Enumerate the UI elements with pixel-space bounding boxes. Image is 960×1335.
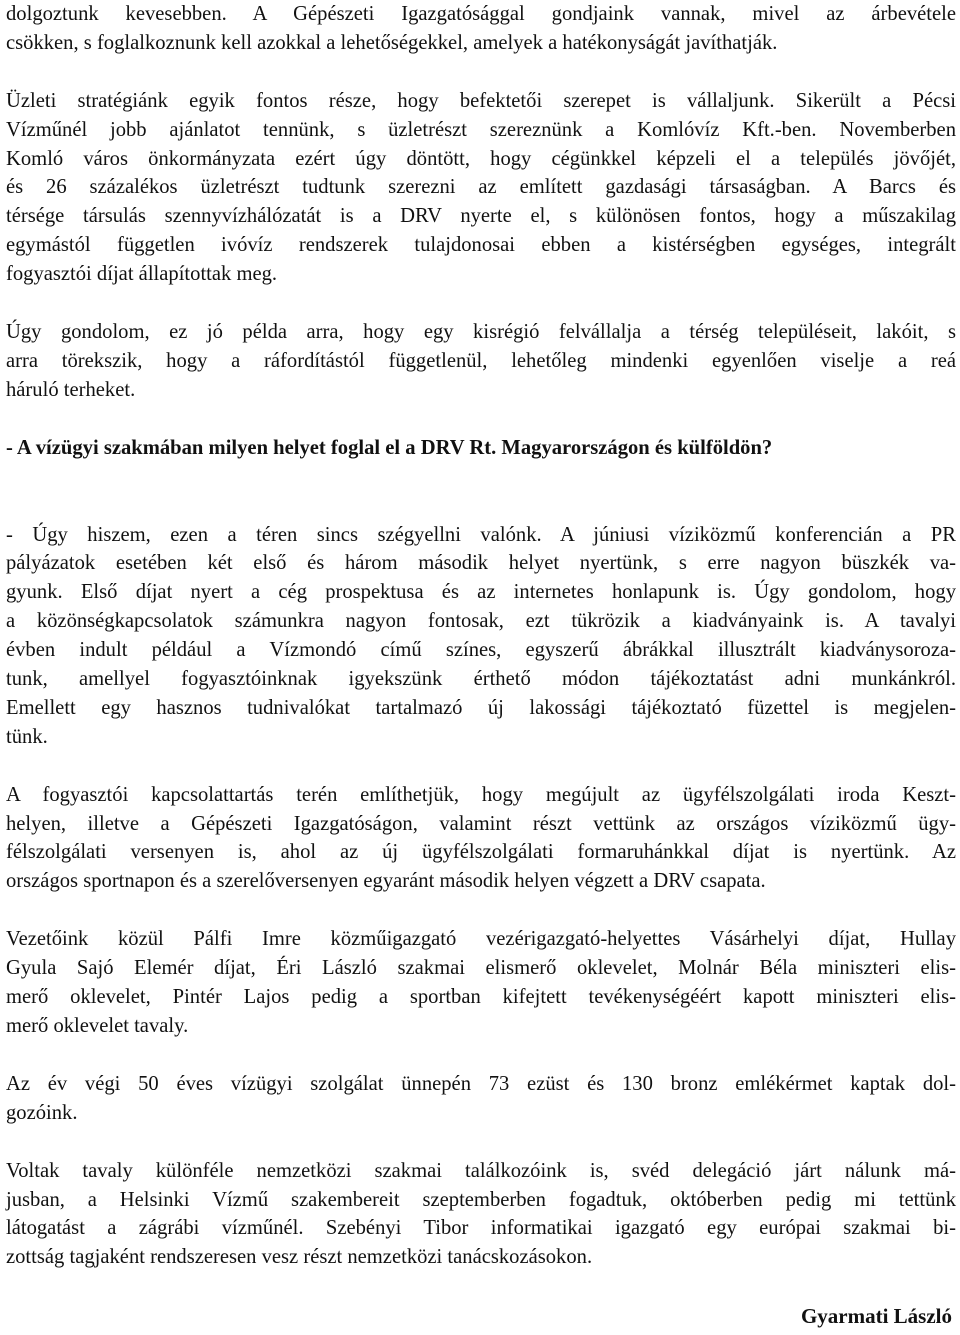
text-line: merő oklevelet, Pintér Lajos pedig a sportban kifejtett tevékenységéért kapott miniszteri elis- — [6, 986, 956, 1009]
text-line: háruló terheket. — [6, 378, 136, 401]
text-line: arra törekszik, hogy a ráfordítástól függetlenül, lehetőleg mindenki egyenlően viselje a reá — [6, 349, 956, 372]
interview-question — [6, 434, 956, 463]
text-line: merő oklevelet tavaly. — [6, 1014, 189, 1037]
text-line: jusban, a Helsinki Vízmű szakembereit szeptemberben fogadtuk, októberben pedig mi tettünk — [6, 1188, 956, 1211]
paragraph — [6, 87, 956, 289]
text-line: dolgoztunk kevesebben. A Gépészeti Igazgatósággal gondjaink vannak, mivel az árbevétele — [6, 3, 956, 25]
text-line: félszolgálati versenyen is, ahol az új ügyfélszolgálati formaruhánkkal díjat is nyertünk. Az — [6, 841, 956, 864]
paragraph — [6, 925, 956, 1041]
text-line: Voltak tavaly különféle nemzetközi szakmai találkozóink is, svéd delegáció járt nálunk má- — [6, 1159, 956, 1182]
text-line: egymástól független ivóvíz rendszerek tulajdonosai ebben a kistérségben egységes, integrált — [6, 234, 956, 257]
text-line: Vízműnél jobb ajánlatot tennünk, s üzletrészt szereznünk a Komlóvíz Kft.-ben. Novemberben — [6, 118, 956, 141]
text-line: Gyula Sajó Elemér díjat, Éri László szakmai elismerő oklevelet, Molnár Béla miniszteri elis- — [6, 957, 956, 980]
text-line: A fogyasztói kapcsolattartás terén említhetjük, hogy megújult az ügyfélszolgálati iroda Keszt- — [6, 783, 956, 806]
paragraph — [6, 521, 956, 752]
text-line: és 26 százalékos üzletrészt tudtunk szerezni az említett gazdasági társaságban. A Barcs és — [6, 176, 956, 199]
paragraph — [6, 0, 956, 58]
paragraph — [6, 1070, 956, 1128]
text-line: - Úgy hiszem, ezen a téren sincs szégyellni valónk. A júniusi víziközmű konferencián a PR — [6, 523, 956, 546]
text-line: Az év végi 50 éves vízügyi szolgálat ünnepén 73 ezüst és 130 bronz emlékérmet kaptak dol- — [6, 1072, 956, 1095]
text-line: csökken, s foglalkoznunk kell azokkal a lehetőségekkel, amelyek a hatékonyságát javíthatják. — [6, 31, 778, 54]
text-line: országos sportnapon és a szerelőversenyen egyaránt második helyen végzett a DRV csapata. — [6, 870, 766, 893]
author-signature: Gyarmati László — [800, 1304, 952, 1328]
text-line: Vezetőink közül Pálfi Imre közműigazgató vezérigazgató-helyettes Vásárhelyi díjat, Hullay — [6, 928, 956, 951]
text-line: pályázatok esetében két első és három második helyet nyertünk, s erre nagyon büszkék va- — [6, 552, 956, 575]
paragraph — [6, 1157, 956, 1273]
text-line: térsége társulás szennyvízhálózatát is a DRV nyerte el, s különösen fontos, hogy a műszakilag — [6, 205, 956, 228]
text-line: zottság tagjaként rendszeresen vesz részt nemzetközi tanácskozásokon. — [6, 1246, 593, 1269]
text-line: Üzleti stratégiánk egyik fontos része, hogy befektetői szerepet is vállaljunk. Sikerült a Pécsi — [6, 89, 956, 112]
text-line: tünk. — [6, 725, 48, 748]
text-line: fogyasztói díjat állapítottak meg. — [6, 263, 278, 286]
text-line: látogatást a zágrábi vízműnél. Szebényi Tibor informatikai igazgató egy európai szakmai bi- — [6, 1217, 956, 1240]
text-line: tunk, amellyel fogyasztóinknak igyekszünk érthető módon tájékoztatást adni munkánkról. — [6, 668, 956, 691]
text-line: gyunk. Első díjat nyert a cég prospektusa és az internetes honlapunk is. Úgy gondolom, hogy — [6, 581, 956, 604]
text-line: évben indult például a Vízmondó című színes, egyszerű ábrákkal illusztrált kiadványsoroza- — [6, 639, 956, 662]
text-line: a közönségkapcsolatok számunkra nagyon fontosak, ezt tükrözik a kiadványaink is. A tavalyi — [6, 610, 956, 633]
paragraph — [6, 781, 956, 897]
text-line: Emellett egy hasznos tudnivalókat tartalmazó új lakossági tájékoztató füzettel is megjelen- — [6, 696, 956, 719]
text-line: Komló város önkormányzata ezért úgy döntött, hogy cégünkkel képzeli el a település jövőjét, — [6, 147, 956, 170]
paragraph — [6, 318, 956, 405]
document-page — [6, 0, 956, 1272]
question-line: - A vízügyi szakmában milyen helyet foglal el a DRV Rt. Magyarországon és külföldön? — [6, 436, 773, 459]
text-line: Úgy gondolom, ez jó példa arra, hogy egy kisrégió felvállalja a térség településeit, lakóit, s — [6, 321, 956, 344]
text-line: helyen, illetve a Gépészeti Igazgatóságon, valamint részt vettünk az országos víziközmű ügy- — [6, 812, 956, 835]
text-line: gozóink. — [6, 1101, 78, 1124]
